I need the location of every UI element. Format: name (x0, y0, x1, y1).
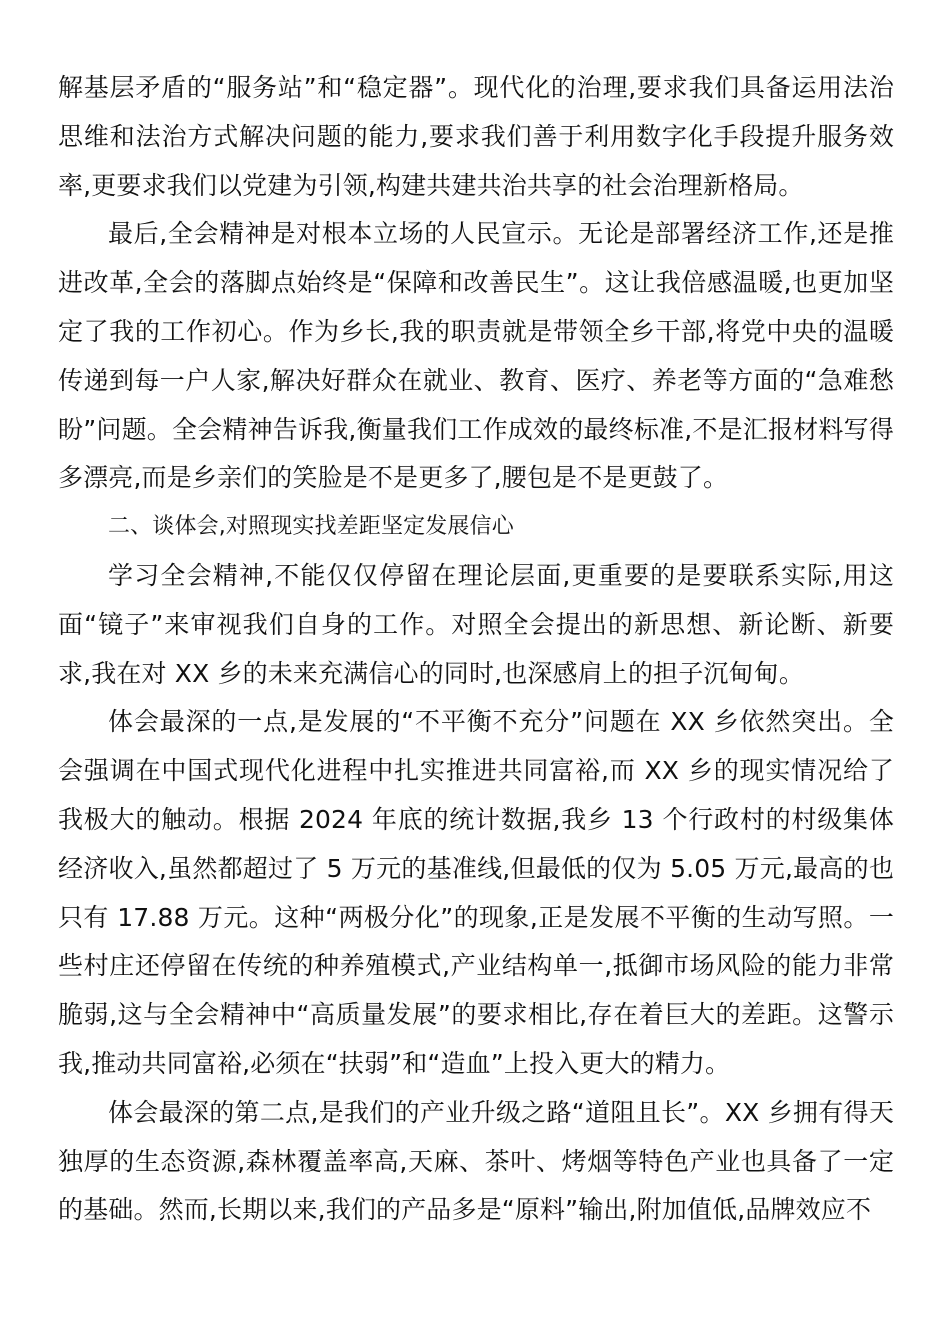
paragraph-continuation: 解基层矛盾的“服务站”和“稳定器”。现代化的治理,要求我们具备运用法治思维和法治方式解决问题的能力,要求我们善于利用数字化手段提升服务效率,更要求我们以党建为引领,构建共建共治共享的社会治理新格局。 (58, 73, 894, 200)
section-heading: 二、谈体会,对照现实找差距坚定发展信心 (108, 514, 514, 540)
paragraph-first-point: 体会最深的一点,是发展的“不平衡不充分”问题在 XX 乡依然突出。全会强调在中国式现代化进程中扎实推进共同富裕,而 XX 乡的现实情况给了我极大的触动。根据 2024 年底的统计数据,我乡 13 个行政村的村级集体经济收入,虽然都超过了 5 万元的基准线,但最低的仅为 5.05 万元,最高的也只有 17.88 万元。这种“两极分化”的现象,正是发展不平衡的生动写照。一些村庄还停留在传统的种养殖模式,产业结构单一,抵御市场风险的能力非常脆弱,这与全会精神中“高质量发展”的要求相比,存在着巨大的差距。这警示我,推动共同富裕,必须在“扶弱”和“造血”上投入更大的精力。 (58, 707, 894, 1078)
paragraph-finally: 最后,全会精神是对根本立场的人民宣示。无论是部署经济工作,还是推进改革,全会的落脚点始终是“保障和改善民生”。这让我倍感温暖,也更加坚定了我的工作初心。作为乡长,我的职责就是带领全乡干部,将党中央的温暖传递到每一户人家,解决好群众在就业、教育、医疗、养老等方面的“急难愁盼”问题。全会精神告诉我,衡量我们工作成效的最终标准,不是汇报材料写得多漂亮,而是乡亲们的笑脸是不是更多了,腰包是不是更鼓了。 (58, 219, 894, 493)
paragraph-second-point: 体会最深的第二点,是我们的产业升级之路“道阻且长”。XX 乡拥有得天独厚的生态资源,森林覆盖率高,天麻、茶叶、烤烟等特色产业也具备了一定的基础。然而,长期以来,我们的产品多是“原料”输出,附加值低,品牌效应不 (58, 1097, 894, 1225)
document-page (58, 64, 894, 1235)
paragraph-study: 学习全会精神,不能仅仅停留在理论层面,更重要的是要联系实际,用这面“镜子”来审视我们自身的工作。对照全会提出的新思想、新论断、新要求,我在对 XX 乡的未来充满信心的同时,也深感肩上的担子沉甸甸。 (58, 560, 894, 688)
